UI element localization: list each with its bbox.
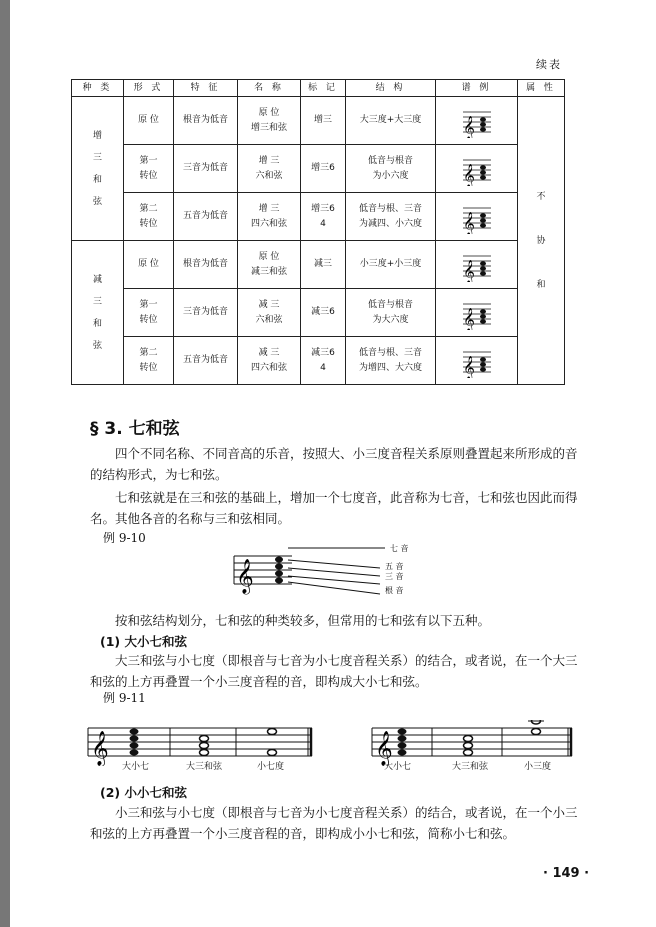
header-kind: 种 类 (72, 80, 124, 97)
chord-table (71, 79, 565, 385)
paragraph-4: 大三和弦与小七度（即根音与七音为小七度音程关系）的结合，或者说，在一个大三和弦的上方再叠置一个小三度音程的音，即构成大小七和弦。 (90, 653, 578, 689)
feature-cell: 五音为低音 (174, 337, 238, 385)
continued-label: 续表 (536, 58, 562, 71)
example-9-10-label: 例 9-10 (103, 531, 146, 545)
name-cell: 增 三 六和弦 (238, 145, 301, 193)
right-label-minor-third: 小三度 (524, 762, 552, 772)
svg-text:𝄞: 𝄞 (462, 162, 475, 186)
header-attribute: 属 性 (518, 80, 565, 97)
table-header-row (72, 80, 565, 97)
example-cell (436, 337, 518, 385)
table-row (72, 289, 565, 337)
example-cell (436, 97, 518, 145)
section-title: § 3. 七和弦 (90, 419, 180, 439)
paragraph-3: 按和弦结构划分，七和弦的种类较多，但常用的七和弦有以下五种。 (115, 613, 491, 628)
table-row (72, 145, 565, 193)
left-label-minor-seventh: 小七度 (257, 762, 285, 772)
example-9-10-staff (230, 538, 440, 596)
example-cell (436, 289, 518, 337)
form-cell: 原 位 (124, 241, 174, 289)
svg-text:𝄞: 𝄞 (462, 258, 475, 282)
structure-cell: 低音与根音 为小六度 (346, 145, 436, 193)
header-form: 形 式 (124, 80, 174, 97)
mark-cell: 增三6 4 (301, 193, 346, 241)
svg-text:𝄞: 𝄞 (236, 559, 254, 594)
left-label-major-triad: 大三和弦 (186, 762, 223, 772)
note-label-root: 根 音 (385, 586, 404, 595)
feature-cell: 根音为低音 (174, 97, 238, 145)
example-cell (436, 193, 518, 241)
feature-cell: 五音为低音 (174, 193, 238, 241)
svg-text:𝄞: 𝄞 (375, 731, 393, 766)
chord-example-staff (462, 200, 492, 234)
name-cell: 减 三 四六和弦 (238, 337, 301, 385)
chord-example-staff (462, 152, 492, 186)
name-cell: 减 三 六和弦 (238, 289, 301, 337)
structure-cell: 小三度+小三度 (346, 241, 436, 289)
subhead-major-minor-seventh: (1) 大小七和弦 (100, 634, 187, 649)
right-label-major-triad: 大三和弦 (452, 762, 489, 772)
structure-cell: 低音与根、三音 为减四、小六度 (346, 193, 436, 241)
mark-cell: 增三6 (301, 145, 346, 193)
subhead-minor-minor-seventh: (2) 小小七和弦 (100, 785, 187, 800)
chord-example-staff (462, 296, 492, 330)
page-number: · 149 · (543, 866, 590, 881)
feature-cell: 根音为低音 (174, 241, 238, 289)
note-label-third: 三 音 (385, 572, 404, 581)
form-cell: 第二 转位 (124, 193, 174, 241)
mark-cell: 减三6 4 (301, 337, 346, 385)
note-label-fifth: 五 音 (385, 562, 404, 571)
attribute-cell: 不 协 和 (518, 97, 565, 385)
svg-text:𝄞: 𝄞 (462, 114, 475, 138)
name-cell: 原 位 减三和弦 (238, 241, 301, 289)
paragraph-5: 小三和弦与小七度（即根音与七音为小七度音程关系）的结合，或者说，在一个小三和弦的上方再叠置一个小三度音程的音，即构成小小七和弦，简称小七和弦。 (90, 805, 578, 841)
feature-cell: 三音为低音 (174, 289, 238, 337)
right-label-major-minor-seventh: 大小七 (384, 762, 412, 772)
name-cell: 增 三 四六和弦 (238, 193, 301, 241)
header-mark: 标 记 (301, 80, 346, 97)
feature-cell: 三音为低音 (174, 145, 238, 193)
table-row (72, 241, 565, 289)
left-label-major-minor-seventh: 大小七 (122, 762, 150, 772)
table-row (72, 193, 565, 241)
example-cell (436, 145, 518, 193)
paragraph-1: 四个不同名称、不同音高的乐音，按照大、小三度音程关系原则叠置起来所形成的音的结构形式，为七和弦。 (90, 446, 578, 482)
svg-text:𝄞: 𝄞 (462, 210, 475, 234)
structure-cell: 低音与根、三音 为增四、大六度 (346, 337, 436, 385)
mark-cell: 增三 (301, 97, 346, 145)
table-row (72, 97, 565, 145)
form-cell: 第二 转位 (124, 337, 174, 385)
mark-cell: 减三6 (301, 289, 346, 337)
header-name: 名 称 (238, 80, 301, 97)
chord-example-staff (462, 104, 492, 138)
mark-cell: 减三 (301, 241, 346, 289)
form-cell: 第一 转位 (124, 289, 174, 337)
paragraph-2: 七和弦就是在三和弦的基础上，增加一个七度音，此音称为七音，七和弦也因此而得名。其他各音的名称与三和弦相同。 (90, 490, 578, 526)
header-example: 谱 例 (436, 80, 518, 97)
note-label-seventh: 七 音 (390, 544, 409, 553)
structure-cell: 低音与根音 为大六度 (346, 289, 436, 337)
svg-text:𝄞: 𝄞 (462, 306, 475, 330)
example-cell (436, 241, 518, 289)
scan-edge (0, 0, 10, 927)
form-cell: 原 位 (124, 97, 174, 145)
svg-text:𝄞: 𝄞 (91, 731, 109, 766)
chord-kind-cell: 减 三 和 弦 (72, 241, 124, 385)
svg-text:𝄞: 𝄞 (462, 354, 475, 378)
chord-kind-cell: 增 三 和 弦 (72, 97, 124, 241)
form-cell: 第一 转位 (124, 145, 174, 193)
header-feature: 特 征 (174, 80, 238, 97)
structure-cell: 大三度+大三度 (346, 97, 436, 145)
example-9-11-label: 例 9-11 (103, 691, 146, 705)
table-row (72, 337, 565, 385)
chord-example-staff (462, 344, 492, 378)
chord-example-staff (462, 248, 492, 282)
header-structure: 结 构 (346, 80, 436, 97)
name-cell: 原 位 增三和弦 (238, 97, 301, 145)
